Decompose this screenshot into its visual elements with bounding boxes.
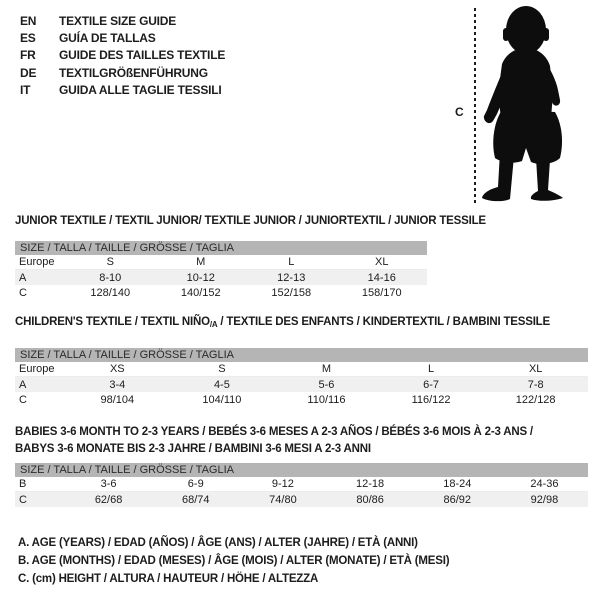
children-title-part2: / TEXTILE DES ENFANTS / KINDERTEXTIL / BAMBINI TESSILE bbox=[217, 316, 550, 328]
language-label: GUIDA ALLE TAGLIE TESSILI bbox=[59, 83, 222, 98]
babies-title-line1: BABIES 3-6 MONTH TO 2-3 YEARS / BEBÉS 3-6 MESES A 2-3 AÑOS / BÉBÉS 3-6 MOIS À 2-3 ANS / bbox=[15, 426, 533, 438]
table-cell: 24-36 bbox=[530, 478, 559, 490]
table-cell: 6-9 bbox=[187, 478, 204, 490]
language-label: GUIDE DES TAILLES TEXTILE bbox=[59, 48, 226, 63]
height-measure-label: C bbox=[455, 105, 464, 119]
children-size-table bbox=[15, 348, 588, 407]
table-cell: S bbox=[218, 363, 226, 375]
children-title-part1: CHILDREN'S TEXTILE / TEXTIL NIÑO bbox=[15, 316, 210, 328]
table-row-height bbox=[15, 285, 427, 300]
table-cell: 122/128 bbox=[515, 393, 556, 406]
table-cell: 116/122 bbox=[411, 393, 451, 406]
row-label: C bbox=[19, 286, 27, 299]
size-header-bar bbox=[15, 463, 588, 477]
language-row-fr bbox=[20, 47, 225, 64]
row-label: C bbox=[19, 393, 27, 406]
table-cell: 3-4 bbox=[109, 378, 126, 391]
toddler-silhouette bbox=[481, 2, 593, 207]
table-cell: XL bbox=[528, 363, 543, 375]
row-label: A bbox=[19, 271, 27, 284]
table-cell: XS bbox=[109, 363, 125, 375]
language-row-it bbox=[20, 82, 225, 99]
table-row-height bbox=[15, 492, 588, 507]
table-cell: 128/140 bbox=[90, 286, 131, 299]
table-cell: 8-10 bbox=[99, 271, 122, 284]
table-cell: 158/170 bbox=[361, 286, 402, 299]
table-cell: XL bbox=[375, 256, 389, 268]
table-cell: 68/74 bbox=[181, 493, 210, 506]
junior-size-table bbox=[15, 241, 427, 300]
table-cell: 14-16 bbox=[367, 271, 396, 284]
language-label: TEXTILE SIZE GUIDE bbox=[59, 13, 177, 28]
babies-title-line2: BABYS 3-6 MONATE BIS 2-3 JAHRE / BAMBINI 3-6 MESI A 2-3 ANNI bbox=[15, 442, 371, 455]
table-cell: 98/104 bbox=[100, 393, 135, 406]
language-list bbox=[20, 12, 225, 99]
language-label: GUÍA DE TALLAS bbox=[59, 31, 156, 46]
table-cell: 3-6 bbox=[100, 478, 117, 490]
language-code: EN bbox=[20, 13, 37, 28]
table-cell: 18-24 bbox=[443, 478, 472, 490]
language-row-en bbox=[20, 12, 225, 29]
table-cell: 62/68 bbox=[94, 493, 123, 506]
table-row-europe bbox=[15, 362, 588, 377]
table-cell: 152/158 bbox=[271, 286, 312, 299]
legend-notes bbox=[18, 535, 449, 588]
language-code: DE bbox=[20, 65, 37, 80]
table-row-height bbox=[15, 392, 588, 407]
table-cell: 6-7 bbox=[423, 378, 440, 391]
row-label: B bbox=[19, 478, 27, 490]
table-cell: M bbox=[321, 363, 332, 375]
size-header-label: SIZE / TALLA / TAILLE / GRÖSSE / TAGLIA bbox=[20, 349, 234, 361]
language-row-de bbox=[20, 64, 225, 81]
table-cell: 110/116 bbox=[307, 393, 346, 406]
size-header-bar bbox=[15, 241, 427, 255]
height-measure-dashed-line bbox=[474, 8, 476, 206]
language-code: FR bbox=[20, 48, 36, 63]
size-header-bar bbox=[15, 348, 588, 362]
row-label: Europe bbox=[19, 363, 55, 375]
table-cell: 12-13 bbox=[277, 271, 306, 284]
table-cell: L bbox=[288, 256, 295, 268]
note-age-years: A. AGE (YEARS) / EDAD (AÑOS) / ÂGE (ANS) / ALTER (JAHRE) / ETÀ (ANNI) bbox=[18, 537, 418, 549]
size-header-label: SIZE / TALLA / TAILLE / GRÖSSE / TAGLIA bbox=[20, 242, 234, 254]
table-cell: M bbox=[196, 256, 206, 268]
language-code: IT bbox=[20, 83, 31, 98]
table-row-europe bbox=[15, 255, 427, 270]
table-cell: 92/98 bbox=[530, 493, 559, 506]
size-header-label: SIZE / TALLA / TAILLE / GRÖSSE / TAGLIA bbox=[20, 464, 234, 476]
row-label: A bbox=[19, 378, 27, 391]
row-label: C bbox=[19, 493, 27, 506]
table-cell: 5-6 bbox=[318, 378, 335, 391]
table-row-age-months bbox=[15, 477, 588, 492]
table-row-age bbox=[15, 377, 588, 392]
table-cell: L bbox=[428, 363, 435, 375]
language-label: TEXTILGRÖßENFÜHRUNG bbox=[59, 65, 208, 80]
table-cell: 7-8 bbox=[527, 378, 544, 391]
table-cell: 10-12 bbox=[186, 271, 215, 284]
table-cell: 12-18 bbox=[356, 478, 385, 490]
table-cell: 86/92 bbox=[443, 493, 472, 506]
table-cell: 104/110 bbox=[202, 393, 242, 406]
table-cell: 80/86 bbox=[356, 493, 384, 506]
note-age-months: B. AGE (MONTHS) / EDAD (MESES) / ÂGE (MOIS) / ALTER (MONATE) / ETÀ (MESI) bbox=[18, 554, 450, 567]
row-label: Europe bbox=[19, 256, 55, 268]
babies-section-title bbox=[15, 424, 533, 457]
children-title-subscript: /A bbox=[209, 320, 218, 329]
table-row-age bbox=[15, 270, 427, 285]
language-code: ES bbox=[20, 31, 36, 46]
children-section-title bbox=[15, 316, 550, 329]
language-row-es bbox=[20, 29, 225, 46]
note-height-cm: C. (cm) HEIGHT / ALTURA / HAUTEUR / HÖHE / ALTEZZA bbox=[18, 572, 319, 585]
table-cell: 9-12 bbox=[271, 478, 294, 490]
table-cell: S bbox=[106, 256, 114, 268]
table-cell: 74/80 bbox=[269, 493, 297, 506]
table-cell: 140/152 bbox=[180, 286, 221, 299]
junior-section-title: JUNIOR TEXTILE / TEXTIL JUNIOR/ TEXTILE JUNIOR / JUNIORTEXTIL / JUNIOR TESSILE bbox=[15, 215, 486, 227]
table-cell: 4-5 bbox=[213, 378, 230, 391]
babies-size-table bbox=[15, 463, 588, 507]
